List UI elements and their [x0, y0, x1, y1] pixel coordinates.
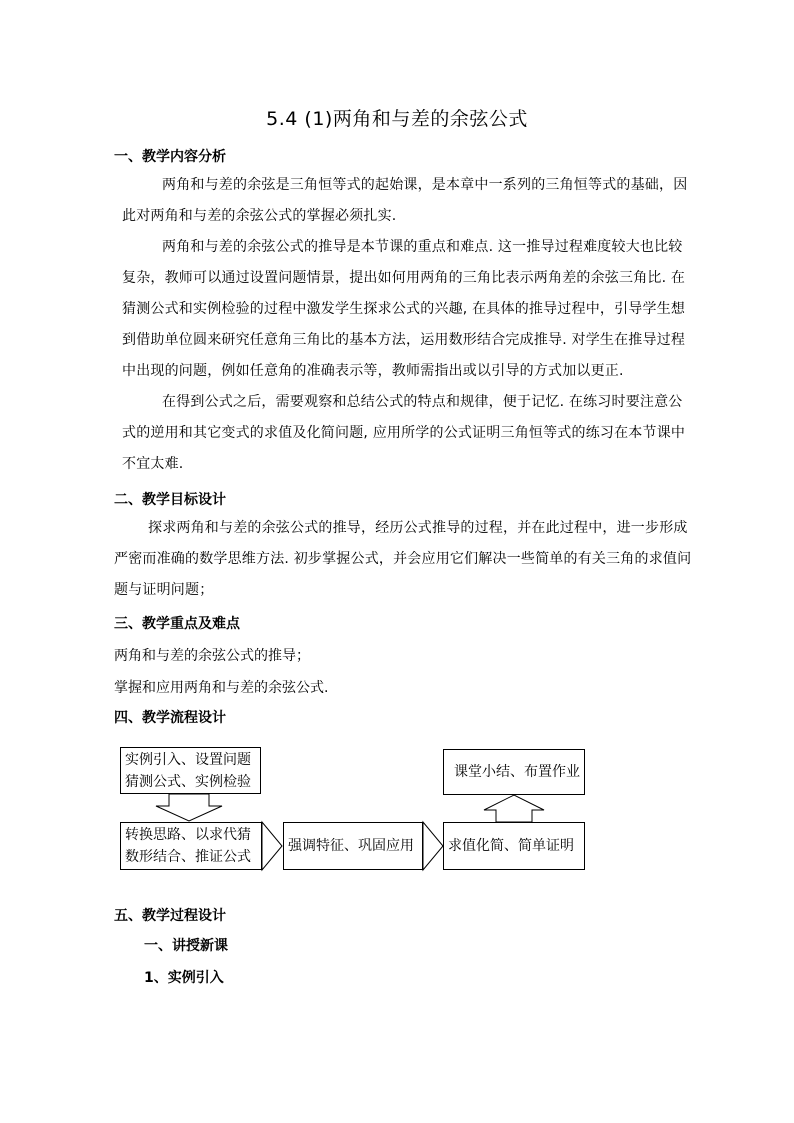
- key-point-line-2: 掌握和应用两角和与差的余弦公式.: [114, 680, 329, 696]
- document-title: 5.4 (1)两角和与差的余弦公式: [266, 108, 528, 130]
- paragraph-line: 题与证明问题；: [114, 582, 214, 598]
- paragraph-line: 两角和与差的余弦公式的推导是本节课的重点和难点. 这一推导过程难度较大也比较: [162, 239, 683, 255]
- flow-box-derivation: [120, 822, 262, 870]
- flow-box-evaluation: 求值化简、简单证明: [443, 822, 585, 870]
- section-heading-key-points: 三、教学重点及难点: [114, 616, 240, 632]
- flow-arrow-right-1: [262, 822, 282, 870]
- flow-box-text: 转换思路、以求代猜: [125, 827, 251, 843]
- paragraph-line: 到借助单位圆来研究任意角三角比的基本方法，运用数形结合完成推导. 对学生在推导过程: [122, 332, 686, 348]
- key-point-line-1: 两角和与差的余弦公式的推导；: [114, 648, 310, 664]
- section-heading-content-analysis: 一、教学内容分析: [114, 149, 226, 165]
- paragraph-line: 探求两角和与差的余弦公式的推导，经历公式推导的过程，并在此过程中，进一步形成: [148, 520, 688, 536]
- section-heading-objectives: 二、教学目标设计: [114, 492, 226, 508]
- paragraph-line: 式的逆用和其它变式的求值及化简问题, 应用所学的公式证明三角恒等式的练习在本节课中: [122, 425, 686, 441]
- paragraph-line: 猜测公式和实例检验的过程中激发学生探求公式的兴趣, 在具体的推导过程中，引导学生想: [122, 301, 686, 317]
- flow-box-text: 猜测公式、实例检验: [125, 774, 251, 790]
- flow-box-summary: 课堂小结、布置作业: [443, 749, 585, 795]
- flow-arrow-right-2: [423, 822, 443, 870]
- paragraph-line: 两角和与差的余弦是三角恒等式的起始课，是本章中一系列的三角恒等式的基础，因: [162, 177, 688, 193]
- paragraph-line: 在得到公式之后，需要观察和总结公式的特点和规律，便于记忆. 在练习时要注意公: [162, 394, 683, 410]
- flow-box-text: 实例引入、设置问题: [125, 752, 251, 768]
- paragraph-line: 不宜太难.: [122, 456, 184, 472]
- flow-box-application: 强调特征、巩固应用: [283, 822, 423, 870]
- paragraph-line: 严密而准确的数学思维方法. 初步掌握公式，并会应用它们解决一些简单的有关三角的求值问: [114, 551, 692, 567]
- subsection-heading-example-intro: 1、实例引入: [144, 970, 224, 986]
- paragraph-line: 中出现的问题，例如任意角的准确表示等，教师需指出或以引导的方式加以更正.: [122, 363, 624, 379]
- paragraph-line: 复杂，教师可以通过设置问题情景，提出如何用两角的三角比表示两角差的余弦三角比. 在: [122, 270, 686, 286]
- section-heading-flow-design: 四、教学流程设计: [114, 710, 226, 726]
- flow-box-text: 数形结合、推证公式: [125, 849, 251, 865]
- subsection-heading-new-lesson: 一、讲授新课: [144, 938, 228, 954]
- flow-box-intro: [120, 747, 261, 794]
- section-heading-process-design: 五、教学过程设计: [114, 908, 226, 924]
- paragraph-line: 此对两角和与差的余弦公式的掌握必须扎实.: [122, 208, 397, 224]
- flow-arrow-up: [484, 795, 544, 822]
- flow-arrow-down: [156, 794, 222, 821]
